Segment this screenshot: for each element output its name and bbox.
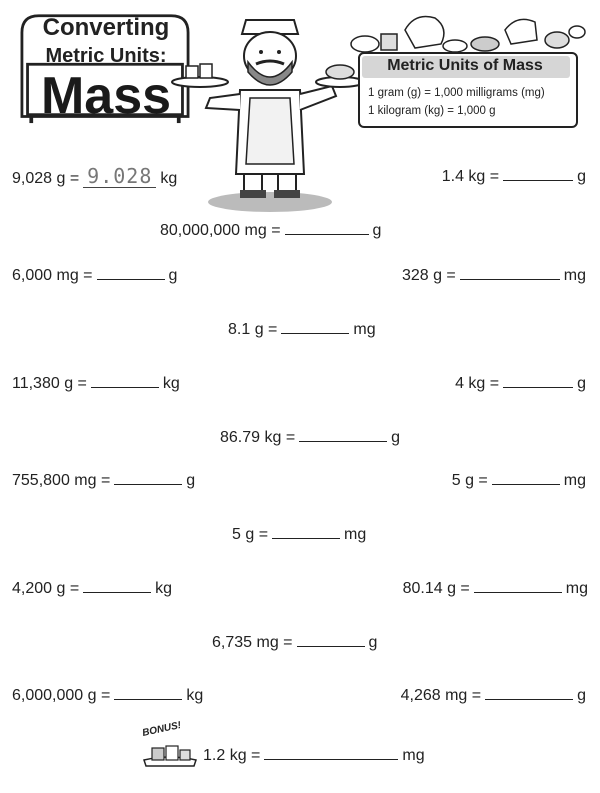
problem-left: 5 g = <box>451 472 488 489</box>
problem-unit: mg <box>353 321 376 338</box>
problem-left: 6,735 mg = <box>212 634 293 651</box>
bonus-problem <box>203 745 425 766</box>
answer-blank[interactable] <box>485 685 573 700</box>
problem-left: 86.79 kg = <box>220 429 296 446</box>
problem-left: 8.1 g = <box>228 321 278 338</box>
answer-blank[interactable] <box>264 745 398 760</box>
answer-blank[interactable] <box>297 632 365 647</box>
problem-12 <box>12 578 172 599</box>
problem-left: 4,268 mg = <box>400 687 482 704</box>
answer-blank[interactable] <box>299 427 387 442</box>
problem-left: 755,800 mg = <box>12 472 111 489</box>
problem-unit: mg <box>565 580 588 597</box>
problem-unit: mg <box>563 267 586 284</box>
answer-blank[interactable] <box>83 578 151 593</box>
problem-unit: g <box>186 472 196 489</box>
title-line-3: Mass <box>40 67 172 125</box>
problem-16 <box>401 685 586 706</box>
bonus-badge: BONUS! <box>141 720 183 739</box>
problem-unit: mg <box>402 747 425 764</box>
reference-line-2: 1 kilogram (kg) = 1,000 g <box>368 105 496 117</box>
problem-left: 5 g = <box>232 526 269 543</box>
problem-left: 6,000 mg = <box>12 267 93 284</box>
problem-unit: g <box>577 168 586 185</box>
problem-left: 4,200 g = <box>12 580 80 597</box>
reference-heading: Metric Units of Mass <box>387 57 543 74</box>
problem-unit: mg <box>344 526 367 543</box>
problem-unit: g <box>391 429 401 446</box>
problem-unit: g <box>168 267 178 284</box>
problem-unit: kg <box>162 375 180 392</box>
answer-blank[interactable] <box>492 470 560 485</box>
problem-10 <box>452 470 586 491</box>
example-answer: 9.028 <box>83 165 156 188</box>
problem-2 <box>160 220 381 241</box>
answer-blank[interactable] <box>474 578 562 593</box>
problem-13 <box>403 578 588 599</box>
butcher-illustration <box>170 14 370 214</box>
problem-left: 4 kg = <box>455 375 500 392</box>
answer-blank[interactable] <box>460 265 560 280</box>
problem-4 <box>402 265 586 286</box>
answer-blank[interactable] <box>91 373 159 388</box>
problem-unit: mg <box>563 472 586 489</box>
problem-left: 11,380 g = <box>12 375 87 392</box>
problem-1 <box>442 166 586 187</box>
answer-blank[interactable] <box>114 470 182 485</box>
problem-unit: kg <box>186 687 204 704</box>
answer-blank[interactable] <box>285 220 369 235</box>
title-line-2: Metric Units: <box>45 45 167 67</box>
answer-blank[interactable] <box>272 524 340 539</box>
example-problem <box>12 165 177 189</box>
example-unit: kg <box>160 170 178 187</box>
title-line-1: Converting <box>42 14 170 41</box>
answer-blank[interactable] <box>503 373 573 388</box>
reference-line-1: 1 gram (g) = 1,000 milligrams (mg) <box>368 87 545 99</box>
problem-left: 80,000,000 mg = <box>160 222 281 239</box>
example-left: 9,028 g = <box>12 170 80 187</box>
problem-unit: g <box>368 634 378 651</box>
problem-left: 80.14 g = <box>402 580 470 597</box>
problem-9 <box>12 470 195 491</box>
problem-left: 1.4 kg = <box>441 168 500 185</box>
problem-8 <box>220 427 400 448</box>
problem-left: 1.2 kg = <box>203 747 261 764</box>
problem-14 <box>212 632 377 653</box>
problem-left: 328 g = <box>401 267 456 284</box>
answer-blank[interactable] <box>503 166 573 181</box>
problem-unit: g <box>577 375 586 392</box>
problem-3 <box>12 265 177 286</box>
answer-blank[interactable] <box>281 319 349 334</box>
problem-unit: g <box>577 687 586 704</box>
problem-unit: kg <box>155 580 173 597</box>
problem-15 <box>12 685 203 706</box>
problem-5 <box>228 319 376 340</box>
problem-11 <box>232 524 366 545</box>
problem-6 <box>12 373 180 394</box>
problem-7 <box>455 373 586 394</box>
problem-left: 6,000,000 g = <box>12 687 111 704</box>
answer-blank[interactable] <box>97 265 165 280</box>
problem-unit: g <box>372 222 382 239</box>
answer-blank[interactable] <box>114 685 182 700</box>
